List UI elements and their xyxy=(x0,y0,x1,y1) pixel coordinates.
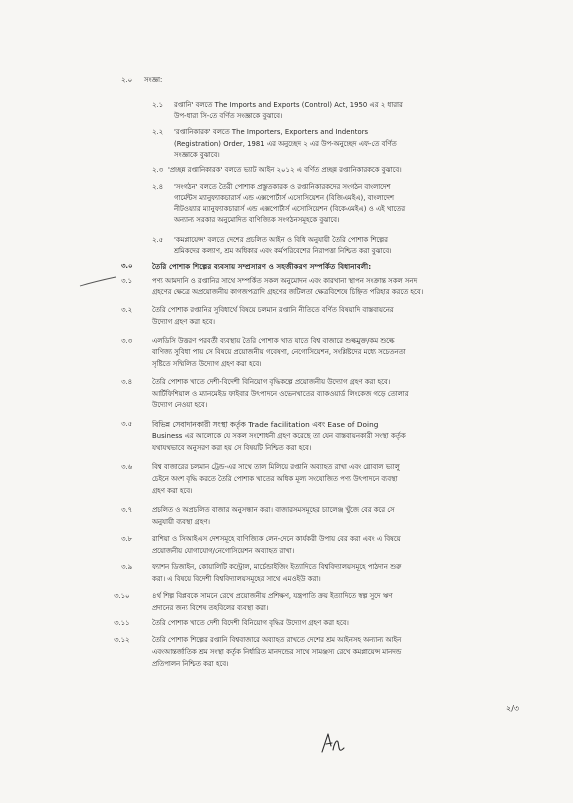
item-3-12-line-1: তৈরি পোশাক শিল্পের রপ্তানি বিশ্ববাজারে অব্যাহত রাখতে দেশের শ্রম আইনসহ অন্যান্য আইন xyxy=(152,636,402,644)
section-3-number: ৩.০ xyxy=(121,262,133,270)
item-3-5-line-1: বিভিন্ন সেবাদানকারী সংস্থা কর্তৃক Trade facilitation এবং Ease of Doing xyxy=(152,420,379,429)
section-3-title: তৈরি পোশাক শিল্পের ব্যবসায় সম্প্রসারণ ও সহজীকরণ সম্পর্কিত বিধানাবলী: xyxy=(152,262,372,271)
item-2-4-number: ২.৪ xyxy=(152,183,163,191)
item-2-5-line-1: 'কমপ্লায়েন্স' বলতে দেশের প্রচলিত আইন ও বিধি অনুযায়ী তৈরি পোশাক শিল্পের xyxy=(174,236,388,244)
item-3-3-line-2: বাণিজ্য সুবিধা পায় সে বিষয়ে প্রয়োজনীয় গবেষণা, নেগোসিয়েশন, সংশ্লিষ্টদের মধ্যে সচেতনতা xyxy=(152,348,406,356)
item-3-5-line-3: যথাযথভাবে অনুসরণ করা হয় সে বিষয়টি নিশ্চিত করা হবে। xyxy=(152,444,312,452)
item-3-11-number: ৩.১১ xyxy=(114,619,130,627)
item-3-7-line-1: প্রচলিত ও অপ্রচলিত বাজার অনুসন্ধান করা। বাজারসমসমূহের চ্যালেঞ্জ খুঁজে বের করে সে xyxy=(152,506,395,514)
item-3-5-number: ৩.৫ xyxy=(121,420,132,428)
item-3-11-line-1: তৈরি পোশাক খাতে দেশী বিদেশী বিনিয়োগ বৃদ্ধির উদ্যোগ গ্রহণ করা হবে। xyxy=(152,619,349,627)
item-2-4-line-3: নীটওয়্যার ম্যানুফ্যাকচারার্স এন্ড এক্সপোর্টার্স এসোসিয়েশন (বিকেএমইএ) ও এই খাতের xyxy=(174,205,406,213)
item-3-10-number: ৩.১০ xyxy=(114,592,130,600)
item-3-7-line-2: অনুযায়ী ব্যবস্থা গ্রহণ। xyxy=(152,518,210,526)
item-2-2-number: ২.২ xyxy=(152,128,163,136)
item-2-5-line-2: শ্রমিকদের কল্যাণ, শ্রম অধিকার এবং কর্মপরিবেশের নিরাপত্তা নিশ্চিত করা বুঝাবে। xyxy=(174,247,392,255)
item-3-3-line-3: সৃষ্টিতে সম্মিলিত উদ্যোগ গ্রহণ করা হবে। xyxy=(152,360,262,368)
item-3-8-number: ৩.৮ xyxy=(121,535,132,543)
item-3-2-line-1: তৈরি পোশাক রপ্তানির সুবিধার্থে বিষয়ে চলমান রপ্তানি নীতিতে বর্ণিত বিষয়াদি বাস্তবায়নের xyxy=(152,306,394,314)
item-3-6-line-3: গ্রহণ করা হবে। xyxy=(152,487,193,495)
item-3-4-line-1: তৈরি পোশাক খাতে দেশী-বিদেশী বিনিয়োগ বৃদ্ধিকল্পে প্রয়োজনীয় উদ্যোগ গ্রহণ করা হবে। xyxy=(152,378,391,386)
section-2-number: ২.০ xyxy=(121,76,132,84)
item-3-4-number: ৩.৪ xyxy=(121,378,132,386)
item-2-1-number: ২.১ xyxy=(152,101,163,109)
item-3-1-line-1: পণ্য আমদানি ও রপ্তানির সাথে সম্পর্কিত সকল অনুমোদন এবং কারখানা স্থাপন সংক্রান্ত সকল সনদ xyxy=(152,277,418,285)
item-2-4-line-4: অন্যান্য সরকার অনুমোদিত বাণিজ্যিক সংগঠনসমূহকে বুঝাবে। xyxy=(174,216,340,224)
item-3-2-line-2: উদ্যোগ গ্রহণ করা হবে। xyxy=(152,318,215,326)
item-2-2-line-1: 'রপ্তানিকারক' বলতে The Importers, Exporters and Indentors xyxy=(174,128,369,136)
item-3-4-line-2: আর্টিফিশিয়াল ও ম্যানমেইড ফাইবার উৎপাদনে ওভেনখাতের ব্যাকওয়ার্ড লিংকেজ গড়ে তোলার xyxy=(152,390,409,398)
item-3-5-line-2: Business এর আলোকে যে সকল সংশোধনী গ্রহণ করেছে তা যেন বাস্তবায়নকারী সংস্থা কর্তৃক xyxy=(152,432,406,440)
item-3-6-line-1: বিশ্ব বাজারের চলমান ট্রেন্ড-এর সাথে তাল মিলিয়ে রপ্তানি অব্যাহত রাখা এবং গ্লোবাল ভ্যালু xyxy=(152,463,400,471)
item-2-4-line-1: 'সংগঠন' বলতে তৈরী পোশাক প্রস্তুতকারক ও রপ্তানিকারকদের সংগঠন বাংলাদেশ xyxy=(174,183,391,191)
item-3-9-line-2: করা। এ বিষয়ে বিদেশী বিশ্ববিদ্যালয়সমূহের সাথে এমওইউ করা। xyxy=(152,575,321,583)
item-3-2-number: ৩.২ xyxy=(121,306,132,314)
signature-mark xyxy=(316,730,346,756)
section-2-title: সংজ্ঞা: xyxy=(144,76,163,84)
item-2-1-line-1: রপ্তানি' বলতে The Imports and Exports (Control) Act, 1950 এর ২ ধারার xyxy=(174,101,403,109)
item-3-1-number: ৩.১ xyxy=(121,277,132,285)
item-3-10-line-1: ৪র্থ শিল্প বিপ্লবকে সামনে রেখে প্রয়োজনীয় প্রশিক্ষণ, যন্ত্রপাতি ক্রয় ইত্যাদিতে স্বল্প সুদে ঋণ xyxy=(152,592,393,600)
item-3-6-number: ৩.৬ xyxy=(121,463,132,471)
item-3-1-line-2: গ্রহণের ক্ষেত্রে অপ্রয়োজনীয় কাগজপত্রাদি গ্রহণের জটিলতা ক্ষেত্রবিশেষে চিহ্নিত পরিহার করতে হবে। xyxy=(152,288,424,296)
item-2-3-number: ২.৩ xyxy=(152,166,163,174)
item-3-12-number: ৩.১২ xyxy=(114,636,130,644)
item-2-2-line-2: (Registration) Order, 1981 এর অনুচ্ছেদ ২ এর উপ-অনুচ্ছেদ এফ-তে বর্ণিত xyxy=(174,140,397,148)
item-2-4-line-2: গার্মেন্টস ম্যানুফ্যাকচারার্স এন্ড এক্সপোর্টার্স এসোসিয়েশন (বিজিএমইএ), বাংলাদেশ xyxy=(174,194,394,202)
item-3-12-line-3: প্রতিপালন নিশ্চিত করা হবে। xyxy=(152,660,229,668)
item-3-3-line-1: এলডিসি উত্তরণ পরবর্তী ব্যবস্থায় তৈরি পোশাক খাত যাতে বিশ্ব বাজারে শুল্কমুক্ত/কম শুল্কে xyxy=(152,337,395,345)
margin-annotation-mark xyxy=(78,275,118,289)
item-2-5-number: ২.৫ xyxy=(152,236,163,244)
item-2-1-line-2: উপ-ধারা সি-তে বর্ণিত সংজ্ঞাকে বুঝাবে। xyxy=(174,112,283,120)
item-3-12-line-2: এবংআন্তর্জাতিক শ্রম সংস্থা কর্তৃক নির্ধারিত মানদন্ডের সাথে সামঞ্জস্য রেখে কমপ্লায়েন্স মানদন্ড xyxy=(152,648,402,656)
item-2-2-line-3: সংজ্ঞাকে বুঝাবে। xyxy=(174,151,220,159)
item-3-10-line-2: প্রদানের জন্য বিশেষ তহবিলের ব্যবস্থা করা। xyxy=(152,604,269,612)
item-3-8-line-2: প্রয়োজনীয় যোগাযোগ/নেগোসিয়েশন অব্যাহত রাখা। xyxy=(152,547,295,555)
item-3-7-number: ৩.৭ xyxy=(121,506,132,514)
item-3-9-number: ৩.৯ xyxy=(121,563,132,571)
item-3-8-line-1: রাশিয়া ও সিআইএস দেশসমূহে বাণিজ্যিক লেন-দেনে কার্যকরী উপায় বের করা এবং এ বিষয়ে xyxy=(152,535,401,543)
item-3-3-number: ৩.৩ xyxy=(121,337,132,345)
item-3-4-line-3: উদ্যোগ নেওয়া হবে। xyxy=(152,401,208,409)
item-3-9-line-1: ফ্যাশন ডিজাইন, কোয়ালিটি কন্ট্রোল, মার্চেন্ডাইজিং ইত্যাদিতে বিশ্ববিদ্যালয়সমূহে পাঠদান শুরু xyxy=(152,563,402,571)
page-number: ২/৩ xyxy=(506,704,520,713)
item-3-6-line-2: চেইনে অংশ বৃদ্ধি করতে তৈরি পোশাক খাতের অধিক মূল্য সংযোজিত পণ্য উৎপাদনে ব্যবস্থা xyxy=(152,475,398,483)
item-2-3-line-1: 'প্রচ্ছন্ন রপ্তানিকারক' বলতে ভ্যাট আইন ২০১২ এ বর্ণিত প্রচ্ছন্ন রপ্তানিকারককে বুঝাবে। xyxy=(168,166,402,174)
